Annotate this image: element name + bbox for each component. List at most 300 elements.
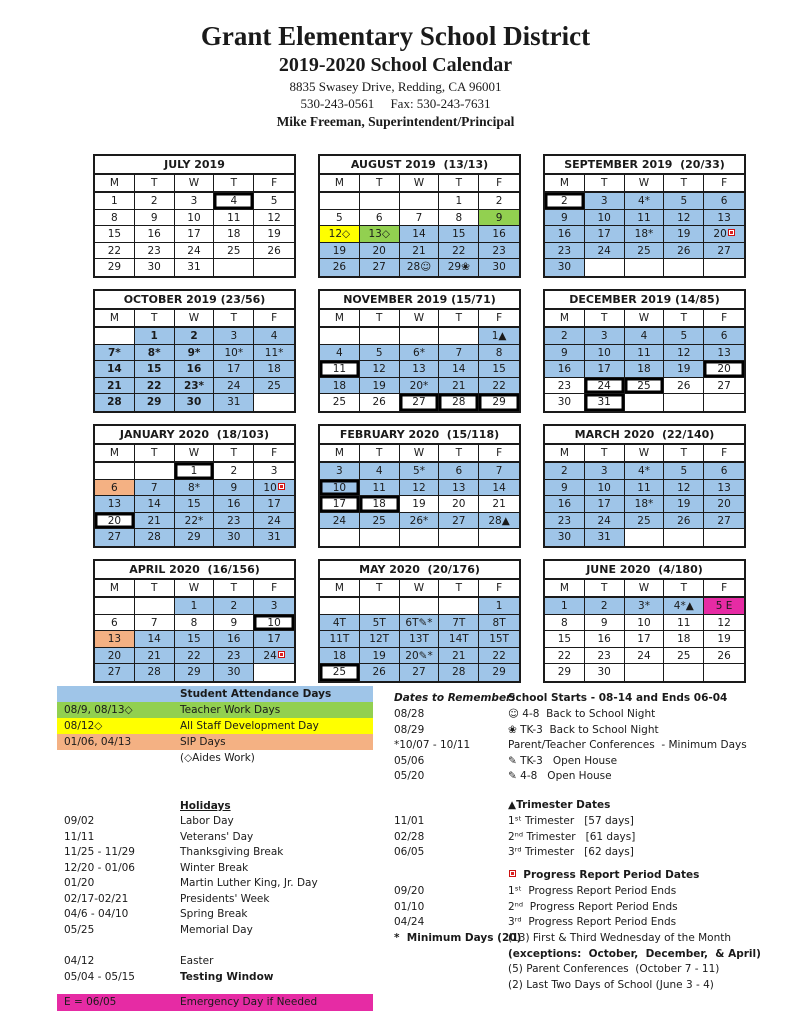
calendar-day-cell: 23 xyxy=(545,243,585,260)
calendar-day-cell: 31 xyxy=(585,529,625,546)
calendar-day-cell: 15 xyxy=(439,226,479,243)
event-note xyxy=(508,707,791,785)
calendar-day-cell: 9 xyxy=(585,615,625,632)
calendar-day-cell xyxy=(479,529,519,546)
calendar-day-cell xyxy=(320,529,360,546)
calendar-day-cell: 13 xyxy=(704,210,744,227)
calendar-day-cell: 23 xyxy=(479,243,519,260)
calendar-day-cell xyxy=(400,529,440,546)
calendar-day-cell xyxy=(320,598,360,615)
calendar-day-cell: 3 xyxy=(585,193,625,210)
calendar-day-cell: 28☺ xyxy=(400,259,440,276)
calendar-day-cell: 10* xyxy=(214,345,254,362)
calendar-day-cell: 29❀ xyxy=(439,259,479,276)
holiday-row xyxy=(57,907,373,923)
event-note-line: ❀ TK-3 Back to School Night xyxy=(508,723,659,736)
weekday-label: T xyxy=(439,310,479,326)
calendar-day-cell: 8 xyxy=(175,615,215,632)
calendar-day-cell: 24 xyxy=(254,648,294,665)
calendar-day-cell: 28▲ xyxy=(479,513,519,530)
calendar-day-cell: 20 xyxy=(439,496,479,513)
calendar-day-cell: 17 xyxy=(585,496,625,513)
month-day-grid xyxy=(320,328,519,411)
calendar-day-cell: 27 xyxy=(95,529,135,546)
month-title: AUGUST 2019 (13/13) xyxy=(320,156,519,175)
calendar-day-cell: 2 xyxy=(214,463,254,480)
calendar-day-cell: 16 xyxy=(545,361,585,378)
calendar-day-cell xyxy=(664,529,704,546)
calendar-day-cell: 30 xyxy=(479,259,519,276)
calendar-day-cell: 2 xyxy=(479,193,519,210)
calendar-day-cell: 11* xyxy=(254,345,294,362)
weekday-label: T xyxy=(585,445,625,461)
weekday-label: T xyxy=(135,175,175,191)
legend-band-dates: 01/06, 04/13 xyxy=(64,736,132,748)
weekday-label: T xyxy=(439,580,479,596)
calendar-day-cell: 12 xyxy=(664,480,704,497)
emergency-day-band xyxy=(57,994,373,1011)
calendar-day-cell: 13 xyxy=(704,480,744,497)
calendar-day-cell: 25 xyxy=(360,513,400,530)
holidays-heading: Holidays xyxy=(180,800,231,812)
calendar-day-cell: 23 xyxy=(585,648,625,665)
calendar-day-cell: 19 xyxy=(704,631,744,648)
month-day-grid xyxy=(320,463,519,546)
weekday-header-row xyxy=(320,310,519,328)
calendar-day-cell xyxy=(320,328,360,345)
legend-band-label: (◇Aides Work) xyxy=(180,752,255,764)
weekday-header-row xyxy=(545,175,744,193)
holiday-row xyxy=(57,861,373,877)
calendar-day-cell: 30 xyxy=(135,259,175,276)
minimum-days-note-line: (exceptions: October, December, & April) xyxy=(508,947,761,960)
weekday-label: M xyxy=(95,175,135,191)
calendar-day-cell: 4 xyxy=(214,193,254,210)
weekday-label: T xyxy=(214,310,254,326)
calendar-day-cell xyxy=(664,259,704,276)
calendar-day-cell: 2 xyxy=(545,328,585,345)
calendar-day-cell xyxy=(254,259,294,276)
calendar-day-cell: 26 xyxy=(360,664,400,681)
calendar-day-cell: 10 xyxy=(625,615,665,632)
months-grid xyxy=(93,154,746,683)
calendar-day-cell: 12 xyxy=(664,345,704,362)
month-day-grid xyxy=(545,463,744,546)
calendar-day-cell xyxy=(135,598,175,615)
calendar-day-cell: 23 xyxy=(214,513,254,530)
weekday-label: F xyxy=(271,447,278,459)
holiday-label: Thanksgiving Break xyxy=(180,846,284,858)
calendar-day-cell xyxy=(320,193,360,210)
calendar-day-cell xyxy=(360,193,400,210)
calendar-day-cell xyxy=(214,259,254,276)
calendar-day-cell: 16 xyxy=(135,226,175,243)
holiday-row xyxy=(57,814,373,830)
calendar-day-cell: 1 xyxy=(135,328,175,345)
calendar-day-cell: 19 xyxy=(664,226,704,243)
holiday-date: 11/11 xyxy=(64,830,95,843)
calendar-day-cell: 22 xyxy=(479,378,519,395)
weekday-label: T xyxy=(664,580,704,596)
phone-fax-line: 530-243-0561 Fax: 530-243-7631 xyxy=(300,96,491,111)
calendar-day-cell: 28 xyxy=(439,394,479,411)
weekday-header-row xyxy=(95,175,294,193)
calendar-day-cell: 21 xyxy=(135,513,175,530)
minimum-days-note-line: (5) Parent Conferences (October 7 - 11) xyxy=(508,963,720,975)
calendar-day-cell: 19 xyxy=(664,496,704,513)
month-day-grid xyxy=(95,193,294,276)
calendar-day-cell: 22 xyxy=(439,243,479,260)
legend-band xyxy=(57,734,373,750)
calendar-day-cell: 16 xyxy=(585,631,625,648)
calendar-day-cell: 13 xyxy=(439,480,479,497)
calendar-day-cell: 15 xyxy=(479,361,519,378)
emergency-label: Emergency Day if Needed xyxy=(180,996,318,1008)
month-day-grid xyxy=(320,598,519,681)
calendar-day-cell xyxy=(400,328,440,345)
calendar-day-cell: 16 xyxy=(479,226,519,243)
progress-heading xyxy=(508,868,791,884)
calendar-day-cell: 23 xyxy=(545,513,585,530)
calendar-day-cell: 23 xyxy=(214,648,254,665)
calendar-day-cell: 16 xyxy=(545,496,585,513)
weekday-label: M xyxy=(545,175,585,191)
calendar-day-cell: 9* xyxy=(175,345,215,362)
calendar-day-cell: 18* xyxy=(625,226,665,243)
emergency-date: E = 06/05 xyxy=(64,996,117,1008)
calendar-day-cell xyxy=(439,529,479,546)
calendar-day-cell: 19 xyxy=(664,361,704,378)
special-date-row xyxy=(57,970,373,986)
calendar-day-cell: 6 xyxy=(95,480,135,497)
calendar-day-cell: 17 xyxy=(175,226,215,243)
calendar-day-cell: 14 xyxy=(479,480,519,497)
document-header xyxy=(0,20,791,131)
holiday-label: Labor Day xyxy=(180,815,234,827)
legend-band-label: Student Attendance Days xyxy=(180,688,332,700)
weekday-label: F xyxy=(271,312,278,324)
weekday-label: F xyxy=(496,312,503,324)
special-date-row xyxy=(57,954,373,970)
calendar-day-cell: 31 xyxy=(254,529,294,546)
calendar-day-cell: 1 xyxy=(545,598,585,615)
calendar-day-cell xyxy=(625,394,665,411)
month-day-grid xyxy=(545,598,744,681)
calendar-day-cell xyxy=(585,259,625,276)
calendar-day-cell: 17 xyxy=(585,361,625,378)
remember-date-line: 08/29 xyxy=(394,723,425,736)
weekday-label: T xyxy=(135,580,175,596)
calendar-day-cell: 13 xyxy=(400,361,440,378)
calendar-day-cell: 8* xyxy=(135,345,175,362)
special-date-label: Easter xyxy=(180,955,214,967)
trimester-note-line: 1ˢᵗ Trimester [57 days] xyxy=(508,815,634,827)
trimester-dates-heading xyxy=(508,798,791,814)
weekday-label: T xyxy=(439,445,479,461)
calendar-day-cell xyxy=(664,664,704,681)
progress-note-line: 2ⁿᵈ Progress Report Period Ends xyxy=(508,900,678,913)
calendar-day-cell: 12 xyxy=(360,361,400,378)
calendar-day-cell: 27 xyxy=(360,259,400,276)
calendar-day-cell: 13T xyxy=(400,631,440,648)
weekday-label: F xyxy=(496,582,503,594)
calendar-day-cell: 23 xyxy=(135,243,175,260)
weekday-header-row xyxy=(545,580,744,598)
weekday-label: M xyxy=(320,445,360,461)
weekday-label: W xyxy=(400,175,440,191)
calendar-day-cell: 11 xyxy=(625,345,665,362)
calendar-day-cell: 24 xyxy=(320,513,360,530)
calendar-day-cell: 5 xyxy=(254,193,294,210)
month-day-grid xyxy=(545,193,744,276)
calendar-day-cell: 11T xyxy=(320,631,360,648)
calendar-day-cell: 10 xyxy=(254,480,294,497)
calendar-day-cell: 21 xyxy=(479,496,519,513)
calendar-day-cell xyxy=(254,394,294,411)
calendar-day-cell: 20 xyxy=(704,496,744,513)
weekday-header-row xyxy=(545,445,744,463)
weekday-label: F xyxy=(496,447,503,459)
calendar-day-cell: 19 xyxy=(400,496,440,513)
calendar-day-cell: 3 xyxy=(175,193,215,210)
month-title: NOVEMBER 2019 (15/71) xyxy=(320,291,519,310)
holiday-date: 04/6 - 04/10 xyxy=(64,908,129,920)
calendar-day-cell: 11 xyxy=(625,210,665,227)
calendar-day-cell: 14 xyxy=(400,226,440,243)
weekday-label: W xyxy=(175,175,215,191)
calendar-day-cell: 26 xyxy=(664,378,704,395)
minimum-days-notes xyxy=(508,931,791,993)
weekday-label: F xyxy=(496,177,503,189)
weekday-label: W xyxy=(175,310,215,326)
weekday-label: W xyxy=(625,445,665,461)
calendar-day-cell: 9 xyxy=(479,210,519,227)
calendar-day-cell: 9 xyxy=(545,345,585,362)
calendar-day-cell: 16 xyxy=(175,361,215,378)
calendar-day-cell xyxy=(664,394,704,411)
calendar-day-cell: 29 xyxy=(175,529,215,546)
calendar-day-cell: 19 xyxy=(360,378,400,395)
month-calendar xyxy=(93,424,296,548)
calendar-day-cell: 12 xyxy=(704,615,744,632)
calendar-day-cell: 15 xyxy=(175,496,215,513)
calendar-day-cell: 29 xyxy=(175,664,215,681)
weekday-label: F xyxy=(721,447,728,459)
calendar-day-cell: 9 xyxy=(545,210,585,227)
weekday-header-row xyxy=(95,310,294,328)
calendar-day-cell: 13◇ xyxy=(360,226,400,243)
calendar-day-cell: 31 xyxy=(585,394,625,411)
calendar-day-cell: 4 xyxy=(254,328,294,345)
holiday-date: 02/17-02/21 xyxy=(64,892,129,905)
calendar-day-cell: 3 xyxy=(585,328,625,345)
calendar-day-cell: 6T✎* xyxy=(400,615,440,632)
calendar-day-cell: 1 xyxy=(175,463,215,480)
weekday-label: M xyxy=(320,310,360,326)
calendar-day-cell xyxy=(625,529,665,546)
progress-note xyxy=(508,884,791,931)
progress-heading-line: Progress Report Period Dates xyxy=(508,868,791,884)
holiday-date: 01/20 xyxy=(64,877,95,889)
calendar-day-cell: 3 xyxy=(320,463,360,480)
calendar-day-cell: 22* xyxy=(175,513,215,530)
calendar-day-cell: 24 xyxy=(175,243,215,260)
calendar-day-cell: 27 xyxy=(400,394,440,411)
calendar-day-cell: 28 xyxy=(135,664,175,681)
month-day-grid xyxy=(95,328,294,411)
calendar-day-cell: 30 xyxy=(545,394,585,411)
calendar-day-cell: 26* xyxy=(400,513,440,530)
holiday-row xyxy=(57,876,373,892)
weekday-label: F xyxy=(271,582,278,594)
weekday-label: T xyxy=(214,445,254,461)
calendar-day-cell: 3 xyxy=(254,598,294,615)
calendar-day-cell: 21 xyxy=(400,243,440,260)
calendar-day-cell: 18 xyxy=(214,226,254,243)
calendar-day-cell: 7T xyxy=(439,615,479,632)
calendar-day-cell: 11 xyxy=(320,361,360,378)
calendar-day-cell: 12 xyxy=(664,210,704,227)
calendar-day-cell xyxy=(400,193,440,210)
calendar-day-cell: 8 xyxy=(439,210,479,227)
calendar-day-cell: 30 xyxy=(175,394,215,411)
calendar-day-cell: 30 xyxy=(585,664,625,681)
calendar-day-cell: 5* xyxy=(400,463,440,480)
calendar-day-cell: 17 xyxy=(214,361,254,378)
calendar-day-cell: 6 xyxy=(704,328,744,345)
holiday-row xyxy=(57,830,373,846)
calendar-day-cell: 25 xyxy=(320,664,360,681)
calendar-day-cell: 3* xyxy=(625,598,665,615)
calendar-day-cell: 20 xyxy=(704,361,744,378)
remember-date-line: 05/20 xyxy=(394,770,425,782)
calendar-day-cell: 27 xyxy=(439,513,479,530)
calendar-day-cell: 25 xyxy=(664,648,704,665)
calendar-day-cell: 1 xyxy=(95,193,135,210)
calendar-day-cell xyxy=(704,664,744,681)
month-calendar xyxy=(543,559,746,683)
calendar-day-cell: 20 xyxy=(704,226,744,243)
calendar-day-cell: 2 xyxy=(545,193,585,210)
calendar-day-cell xyxy=(625,259,665,276)
minimum-days-note-line: (13) First & Third Wednesday of the Month xyxy=(508,932,732,944)
minimum-days-label-line: * Minimum Days (20) xyxy=(394,932,522,944)
holiday-label: Memorial Day xyxy=(180,923,253,936)
calendar-day-cell: 6 xyxy=(439,463,479,480)
calendar-day-cell: 11 xyxy=(214,210,254,227)
calendar-day-cell: 1▲ xyxy=(479,328,519,345)
weekday-header-row xyxy=(95,445,294,463)
school-starts-note xyxy=(508,691,791,707)
calendar-day-cell xyxy=(254,664,294,681)
holiday-label: Winter Break xyxy=(180,861,249,874)
calendar-day-cell: 30 xyxy=(545,529,585,546)
calendar-day-cell: 30 xyxy=(545,259,585,276)
event-note-line: ☺ 4-8 Back to School Night xyxy=(508,708,656,720)
calendar-day-cell: 30 xyxy=(214,529,254,546)
calendar-day-cell: 17 xyxy=(254,631,294,648)
calendar-day-cell: 6 xyxy=(95,615,135,632)
trimester-date-line: 02/28 xyxy=(394,830,425,843)
calendar-day-cell: 29 xyxy=(545,664,585,681)
calendar-day-cell: 10 xyxy=(175,210,215,227)
calendar-day-cell xyxy=(704,394,744,411)
calendar-day-cell: 24 xyxy=(625,648,665,665)
calendar-day-cell: 17 xyxy=(320,496,360,513)
calendar-day-cell: 26 xyxy=(320,259,360,276)
calendar-day-cell xyxy=(95,463,135,480)
address-line: 8835 Swasey Drive, Redding, CA 96001 xyxy=(289,79,502,94)
calendar-day-cell: 2 xyxy=(135,193,175,210)
weekday-label: F xyxy=(721,177,728,189)
calendar-day-cell: 10 xyxy=(585,480,625,497)
weekday-label: T xyxy=(214,175,254,191)
month-title: MARCH 2020 (22/140) xyxy=(545,426,744,445)
holiday-row xyxy=(57,845,373,861)
calendar-day-cell: 12◇ xyxy=(320,226,360,243)
calendar-day-cell: 4T xyxy=(320,615,360,632)
calendar-day-cell: 4 xyxy=(625,328,665,345)
trimester-note xyxy=(508,814,791,861)
calendar-day-cell: 18 xyxy=(320,378,360,395)
calendar-day-cell: 2 xyxy=(585,598,625,615)
holiday-label: Presidents' Week xyxy=(180,892,270,905)
calendar-day-cell: 6* xyxy=(400,345,440,362)
progress-date-line: 04/24 xyxy=(394,916,425,928)
calendar-day-cell: 1 xyxy=(479,598,519,615)
weekday-label: T xyxy=(360,175,400,191)
calendar-day-cell: 15 xyxy=(175,631,215,648)
calendar-day-cell: 16 xyxy=(545,226,585,243)
legend-band-dates xyxy=(57,686,180,702)
month-title: FEBRUARY 2020 (15/118) xyxy=(320,426,519,445)
calendar-day-cell: 19 xyxy=(360,648,400,665)
calendar-day-cell: 18 xyxy=(360,496,400,513)
calendar-day-cell: 22 xyxy=(135,378,175,395)
calendar-day-cell: 14 xyxy=(95,361,135,378)
calendar-title: 2019-2020 School Calendar xyxy=(278,54,513,76)
remember-date-line: *10/07 - 10/11 xyxy=(394,739,471,751)
calendar-day-cell: 27 xyxy=(704,378,744,395)
progress-date-line: 01/10 xyxy=(394,900,425,913)
calendar-day-cell: 28 xyxy=(439,664,479,681)
calendar-day-cell: 13 xyxy=(95,631,135,648)
month-day-grid xyxy=(95,463,294,546)
calendar-day-cell: 3 xyxy=(214,328,254,345)
calendar-day-cell: 19 xyxy=(320,243,360,260)
legend-band-dates xyxy=(57,750,180,766)
calendar-day-cell: 25 xyxy=(320,394,360,411)
calendar-day-cell: 31 xyxy=(175,259,215,276)
progress-report-icon xyxy=(278,483,285,490)
month-title: JULY 2019 xyxy=(95,156,294,175)
event-note-line: ✎ TK-3 Open House xyxy=(508,754,618,767)
weekday-label: M xyxy=(545,580,585,596)
calendar-day-cell: 14 xyxy=(135,496,175,513)
weekday-label: T xyxy=(135,445,175,461)
calendar-day-cell: 4*▲ xyxy=(664,598,704,615)
calendar-day-cell: 23 xyxy=(545,378,585,395)
weekday-label: W xyxy=(625,175,665,191)
calendar-day-cell xyxy=(135,463,175,480)
calendar-day-cell: 30 xyxy=(214,664,254,681)
progress-date-line: 09/20 xyxy=(394,885,425,897)
calendar-day-cell: 29 xyxy=(479,394,519,411)
calendar-day-cell: 8T xyxy=(479,615,519,632)
calendar-day-cell: 22 xyxy=(175,648,215,665)
calendar-day-cell: 4* xyxy=(625,463,665,480)
dates-to-remember-title-line: Dates to Remember: xyxy=(394,692,516,704)
